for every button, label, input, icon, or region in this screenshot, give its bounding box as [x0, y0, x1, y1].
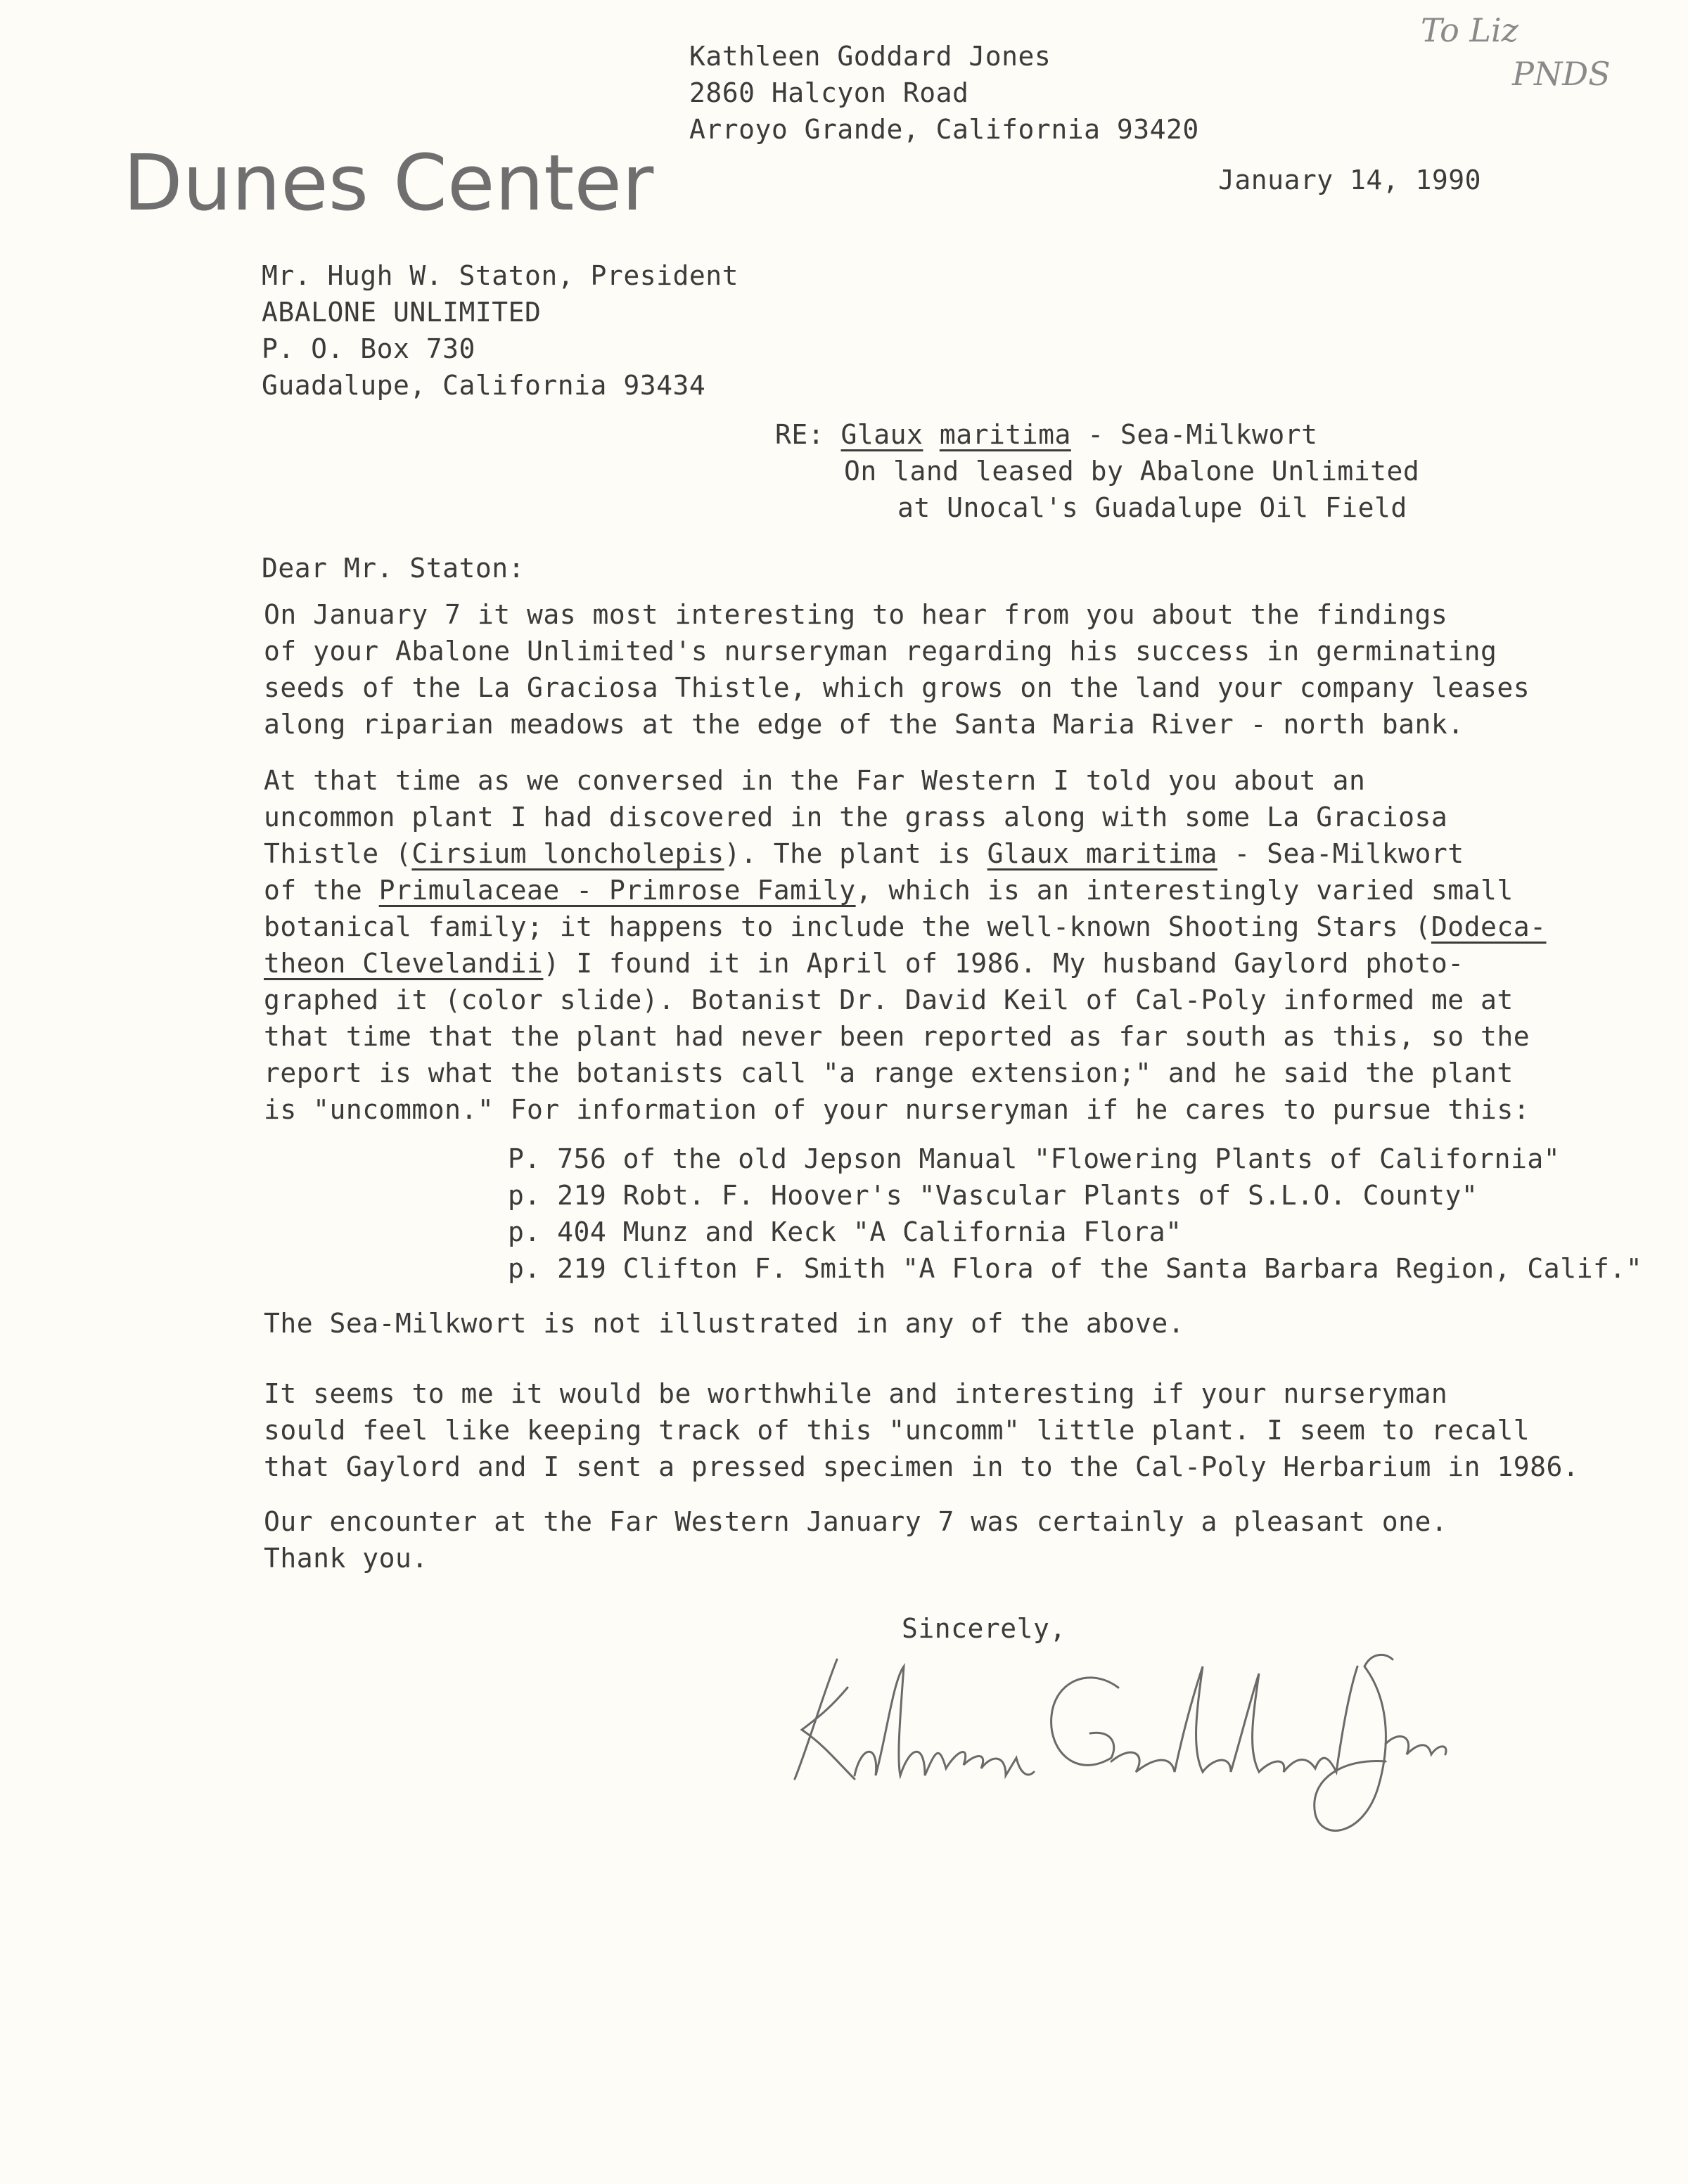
re-common-name: - Sea-Milkwort	[1087, 419, 1318, 450]
paragraph-line: graphed it (color slide). Botanist Dr. David Keil of Cal-Poly informed me at	[264, 984, 1514, 1015]
recipient-block	[262, 257, 738, 404]
paragraph-line: that Gaylord and I sent a pressed specimen in to the Cal-Poly Herbarium in 1986.	[264, 1451, 1580, 1482]
sender-street: 2860 Halcyon Road	[689, 77, 969, 108]
family-name-primulaceae: Primulaceae - Primrose Family	[378, 875, 856, 906]
re-genus: Glaux	[840, 419, 923, 450]
salutation: Dear Mr. Staton:	[262, 553, 525, 584]
not-illustrated-note	[264, 1305, 1642, 1342]
recipient-line3: P. O. Box 730	[262, 333, 475, 364]
scientific-name-glaux: Glaux maritima	[987, 838, 1217, 869]
closing: Sincerely,	[902, 1613, 1066, 1644]
text-run: ) I found it in April of 1986. My husband Gaylord photo-	[543, 948, 1464, 979]
handwritten-note	[1421, 8, 1611, 96]
text-run: - Sea-Milkwort	[1217, 838, 1464, 869]
paragraph-line: that time that the plant had never been reported as far south as this, so the	[264, 1021, 1530, 1052]
re-line2: On land leased by Abalone Unlimited	[844, 456, 1420, 487]
paragraph-line	[264, 908, 1642, 945]
paragraph-line	[264, 945, 1642, 982]
paragraph-3	[264, 1375, 1642, 1485]
paragraph-line: The Sea-Milkwort is not illustrated in any of the above.	[264, 1308, 1185, 1339]
paragraph-line: uncommon plant I had discovered in the grass along with some La Graciosa	[264, 802, 1448, 833]
re-line1	[775, 416, 1419, 453]
sender-name: Kathleen Goddard Jones	[689, 41, 1051, 72]
scientific-name-dodecatheon-part2: theon Clevelandii	[264, 948, 544, 979]
reference-item: p. 219 Robt. F. Hoover's "Vascular Plants of S.L.O. County"	[508, 1180, 1478, 1211]
re-block	[775, 416, 1419, 526]
paragraph-2	[264, 762, 1642, 1128]
re-label: RE:	[775, 419, 825, 450]
paragraph-line	[264, 872, 1642, 908]
scientific-name-cirsium: Cirsium loncholepis	[411, 838, 724, 869]
sender-block	[689, 38, 1199, 148]
scientific-name-dodecatheon-part1: Dodeca-	[1431, 911, 1547, 942]
signature-stroke	[1111, 1666, 1357, 1772]
paragraph-line: report is what the botanists call "a range extension;" and he said the plant	[264, 1058, 1514, 1088]
signature-stroke	[1386, 1736, 1446, 1754]
signature-stroke	[802, 1688, 855, 1779]
sender-city: Arroyo Grande, California 93420	[689, 114, 1199, 145]
recipient-line1: Mr. Hugh W. Staton, President	[262, 260, 738, 291]
handwritten-note-line1: To Liz	[1421, 11, 1518, 49]
text-run: botanical family; it happens to include the well-known Shooting Stars (	[264, 911, 1431, 942]
paragraph-line: along riparian meadows at the edge of the Santa Maria River - north bank.	[264, 709, 1464, 740]
reference-item: P. 756 of the old Jepson Manual "Flowering Plants of California"	[508, 1143, 1561, 1174]
signature-image	[781, 1638, 1456, 1849]
paragraph-line: At that time as we conversed in the Far Western I told you about an	[264, 765, 1366, 796]
paragraph-line: sould feel like keeping track of this "uncomm" little plant. I seem to recall	[264, 1415, 1530, 1446]
reference-item: p. 404 Munz and Keck "A California Flora"	[508, 1216, 1182, 1247]
letter-date: January 14, 1990	[1218, 165, 1482, 195]
signature-stroke	[1051, 1678, 1118, 1765]
re-line3: at Unocal's Guadalupe Oil Field	[897, 492, 1407, 523]
paragraph-line: seeds of the La Graciosa Thistle, which grows on the land your company leases	[264, 672, 1530, 703]
reference-item: p. 219 Clifton F. Smith "A Flora of the Santa Barbara Region, Calif."	[508, 1253, 1643, 1284]
recipient-line4: Guadalupe, California 93434	[262, 370, 706, 401]
handwritten-note-line2: PNDS	[1512, 55, 1611, 93]
paragraph-line: It seems to me it would be worthwhile and interesting if your nurseryman	[264, 1378, 1448, 1409]
re-species: maritima	[939, 419, 1071, 450]
signature-stroke	[855, 1666, 1034, 1775]
text-run: , which is an interestingly varied small	[855, 875, 1514, 906]
reference-list	[508, 1141, 1642, 1287]
paragraph-4	[264, 1503, 1642, 1576]
paragraph-line: Thank you.	[264, 1543, 428, 1574]
paragraph-line: of your Abalone Unlimited's nurseryman regarding his success in germinating	[264, 636, 1497, 667]
paragraph-1	[264, 596, 1642, 743]
paragraph-line: On January 7 it was most interesting to hear from you about the findings	[264, 599, 1448, 630]
text-run: of the	[264, 875, 379, 906]
text-run: ). The plant is	[724, 838, 987, 869]
recipient-line2: ABALONE UNLIMITED	[262, 297, 542, 328]
paragraph-line: Our encounter at the Far Western January 7 was certainly a pleasant one.	[264, 1506, 1448, 1537]
paragraph-line	[264, 835, 1642, 872]
text-run: Thistle (	[264, 838, 412, 869]
paragraph-line: is "uncommon." For information of your nurseryman if he cares to pursue this:	[264, 1094, 1530, 1125]
watermark: Dunes Center	[123, 138, 654, 228]
